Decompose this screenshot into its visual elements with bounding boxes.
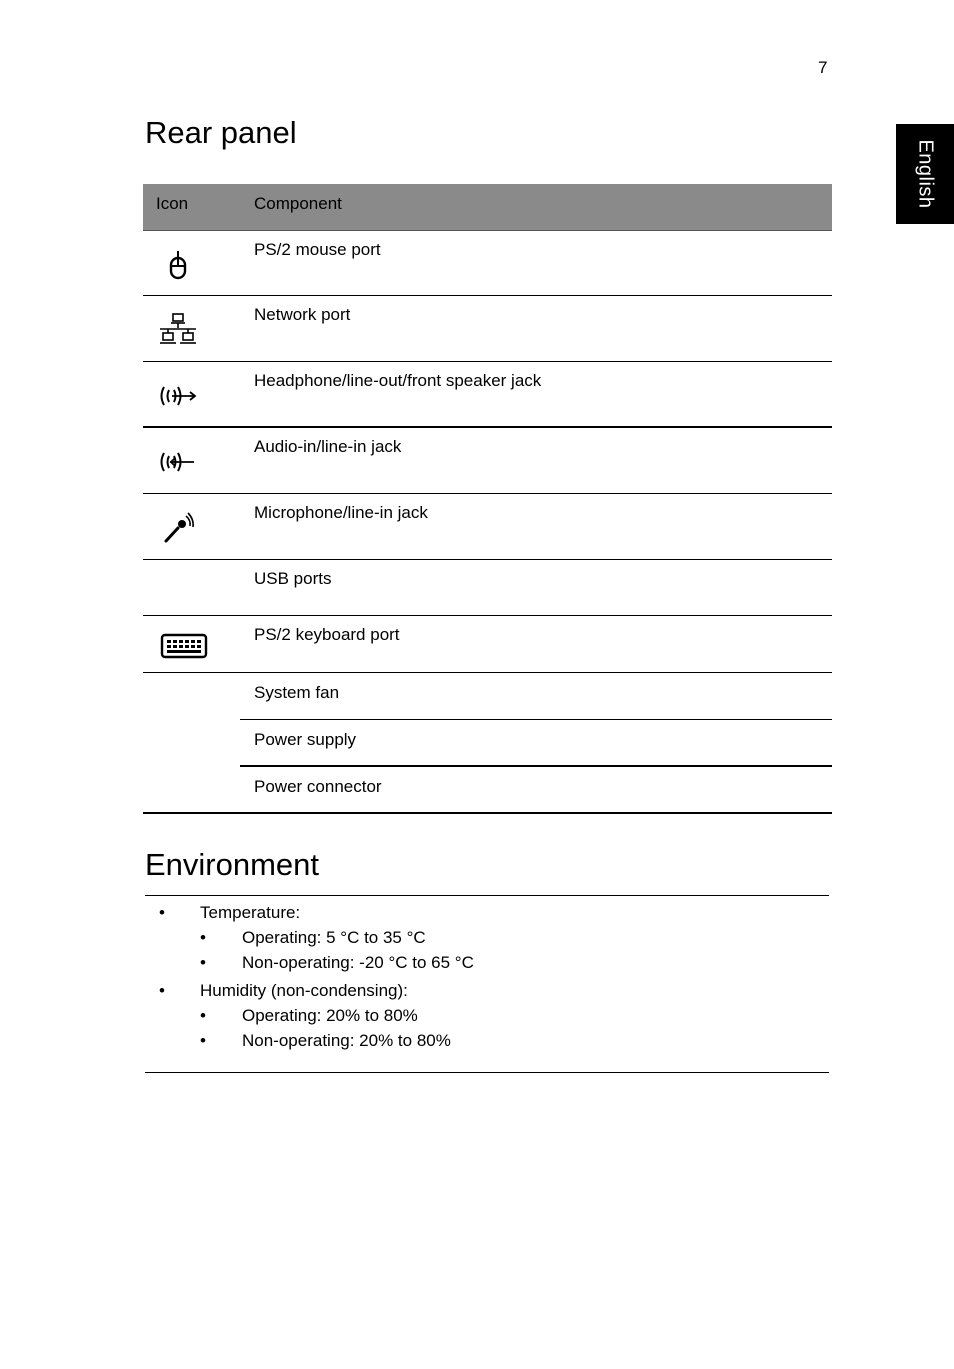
row-label: PS/2 mouse port xyxy=(254,240,381,259)
bullet: • xyxy=(159,981,165,1000)
environment-list xyxy=(145,903,829,1056)
mouse-icon xyxy=(153,243,203,287)
table-row xyxy=(143,296,832,362)
list-item-label: Operating: 20% to 80% xyxy=(242,1006,418,1025)
list-item xyxy=(145,1006,829,1031)
list-item-label: Non-operating: 20% to 80% xyxy=(242,1031,451,1050)
list-item-label: Operating: 5 °C to 35 °C xyxy=(242,928,426,947)
row-label: System fan xyxy=(254,683,340,702)
row-label: Headphone/line-out/front speaker jack xyxy=(254,371,542,390)
table-row xyxy=(240,673,832,720)
list-item xyxy=(145,1031,829,1056)
list-item xyxy=(145,928,829,953)
headphone-out-icon xyxy=(153,374,203,418)
table-row xyxy=(143,494,832,560)
row-label: Microphone/line-in jack xyxy=(254,503,428,522)
table-row xyxy=(143,560,832,616)
bullet: • xyxy=(200,1006,206,1025)
bullet: • xyxy=(200,928,206,947)
audio-in-icon xyxy=(153,440,203,484)
row-label: Power supply xyxy=(254,730,357,749)
divider xyxy=(145,1072,829,1073)
list-item xyxy=(145,953,829,981)
list-item xyxy=(145,903,829,928)
microphone-icon xyxy=(153,506,203,550)
list-item xyxy=(145,981,829,1006)
row-label: Power connector xyxy=(254,777,382,796)
table-row xyxy=(143,362,832,428)
table-row xyxy=(143,231,832,296)
rear-panel-table xyxy=(143,184,832,814)
section-title-rear-panel: Rear panel xyxy=(145,115,297,150)
section-title-environment: Environment xyxy=(145,847,320,882)
list-item-label: Non-operating: -20 °C to 65 °C xyxy=(242,953,474,972)
row-label: Audio-in/line-in jack xyxy=(254,437,402,456)
table-row-group xyxy=(143,673,832,814)
network-icon xyxy=(153,308,203,352)
table-header xyxy=(143,184,832,231)
header-component: Component xyxy=(254,194,342,213)
language-tab xyxy=(896,124,954,224)
divider xyxy=(145,895,829,896)
table-row xyxy=(143,428,832,494)
language-tab-label: English xyxy=(914,139,937,209)
list-item-label: Temperature: xyxy=(200,903,301,922)
keyboard-icon xyxy=(159,624,209,668)
page-number: 7 xyxy=(818,58,828,77)
row-label: PS/2 keyboard port xyxy=(254,625,400,644)
row-label: USB ports xyxy=(254,569,332,588)
row-label: Network port xyxy=(254,305,351,324)
table-row xyxy=(143,616,832,673)
header-icon: Icon xyxy=(156,194,189,213)
bullet: • xyxy=(200,953,206,972)
table-row xyxy=(240,767,832,812)
list-item-label: Humidity (non-condensing): xyxy=(200,981,408,1000)
table-row xyxy=(240,720,832,767)
bullet: • xyxy=(200,1031,206,1050)
bullet: • xyxy=(159,903,165,922)
